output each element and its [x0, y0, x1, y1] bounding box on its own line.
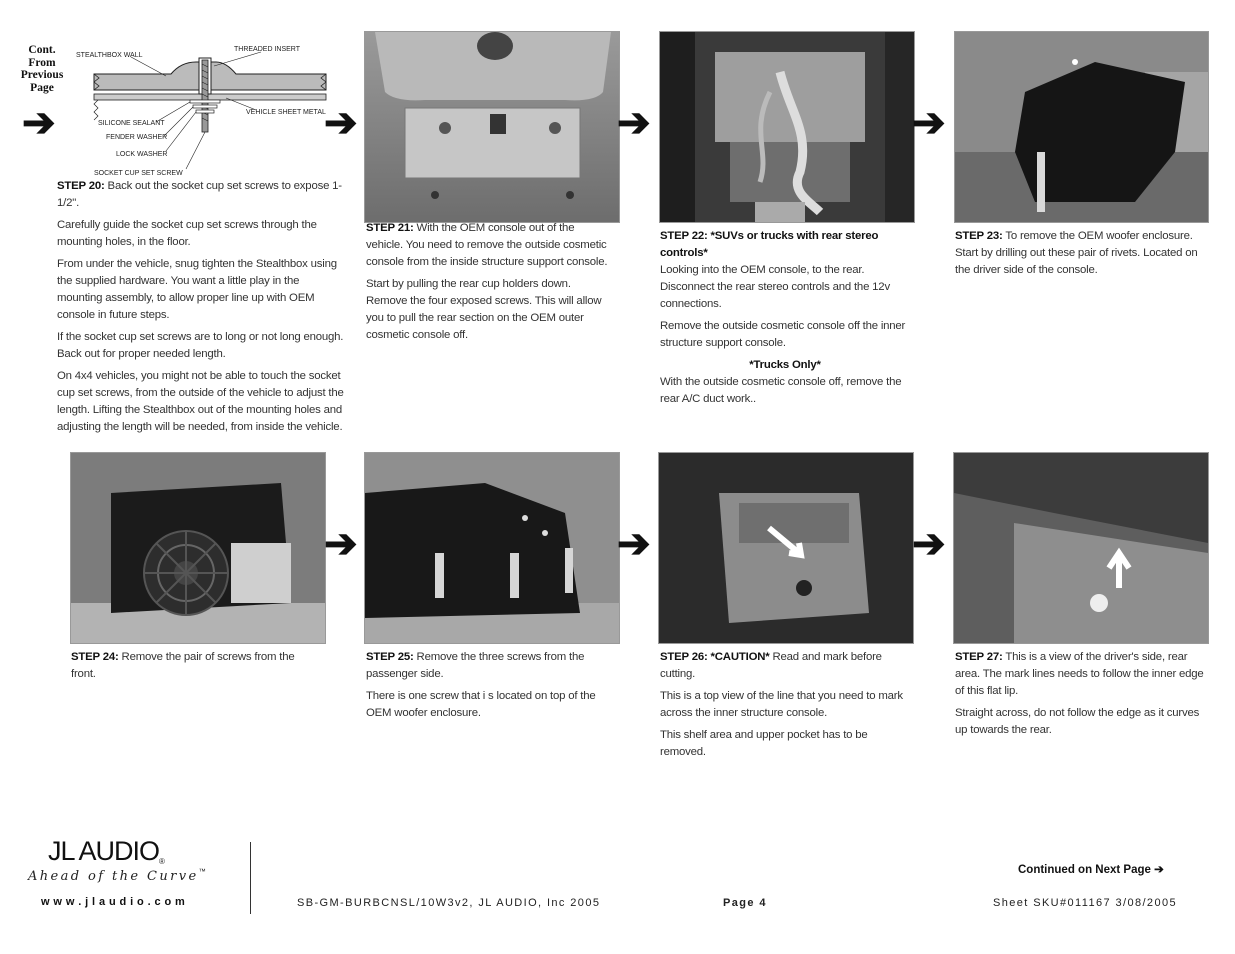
arrow-right-icon: ➔: [617, 522, 651, 566]
step-27-para-1: Straight across, do not follow the edge as it curves up towards the rear.: [955, 707, 1200, 736]
step-26-photo: [658, 452, 914, 644]
label-threaded-insert: THREADED INSERT: [234, 46, 300, 53]
step-27-photo: [953, 452, 1209, 644]
step-26-text: Read and mark before cutting.: [660, 651, 882, 680]
step-25-block: [366, 649, 616, 727]
cont-line-1: Cont.: [28, 44, 56, 56]
step-21-text: With the OEM console out of the vehicle. You need to remove the outside cosmetic console from the inside structure support console.: [366, 222, 608, 268]
arrow-right-icon: ➔: [22, 101, 56, 145]
step-24-photo: [70, 452, 326, 644]
website-link[interactable]: w w w . j l a u d i o . c o m: [41, 896, 186, 908]
step-27-block: [955, 649, 1205, 744]
cont-line-3: Previous: [20, 69, 64, 81]
step-21-photo: [364, 31, 620, 223]
step-20-para-1: Carefully guide the socket cup set screws through the mounting holes, in the floor.: [57, 219, 317, 248]
step-22-photo: [659, 31, 915, 223]
step-26-label: STEP 26: *CAUTION*: [660, 651, 770, 663]
step-22-trucks-text: With the outside cosmetic console off, remove the rear A/C duct work..: [660, 376, 902, 405]
step-27-text: This is a view of the driver's side, rear area. The mark lines needs to follow the inner edge of this flat lip.: [955, 651, 1204, 697]
step-22-text: Looking into the OEM console, to the rear. Disconnect the rear stereo controls and the 12v connections.: [660, 264, 890, 310]
step-23-block: [955, 228, 1205, 284]
continued-next-page: Continued on Next Page ➔: [1018, 864, 1164, 876]
step-24-block: [71, 649, 321, 688]
step-26-para-2: This shelf area and upper pocket has to be removed.: [660, 729, 868, 758]
step-21-block: [366, 220, 614, 349]
step-25-text: Remove the three screws from the passenger side.: [366, 651, 585, 680]
sheet-sku: Sheet SKU#011167 3/08/2005: [993, 897, 1178, 909]
step-22-para-1: Remove the outside cosmetic console off the inner structure support console.: [660, 320, 906, 349]
step-27-label: STEP 27:: [955, 651, 1003, 663]
step-25-para-1: There is one screw that i s located on top of the OEM woofer enclosure.: [366, 690, 596, 719]
step-20-para-4: On 4x4 vehicles, you might not be able to touch the socket cup set screws, from the outside of the vehicle to adjust the length. Lifting the Stealthbox out of the mounting holes and adjusting the length will be needed, from inside the vehicle.: [57, 370, 344, 433]
step-20-text: Back out the socket cup set screws to expose 1-1/2".: [57, 180, 342, 209]
step-20-para-2: From under the vehicle, snug tighten the Stealthbox using the supplied hardware. You want a little play in the mounting assembly, to allow proper line up with OEM console in future steps.: [57, 258, 337, 321]
arrow-right-icon: ➔: [617, 101, 651, 145]
label-vehicle-sheet-metal: VEHICLE SHEET METAL: [246, 109, 326, 116]
continued-from-previous: [10, 44, 74, 94]
logo-registered: ®: [159, 857, 165, 867]
step-23-label: STEP 23:: [955, 230, 1003, 242]
page-number: Page 4: [723, 897, 767, 909]
cont-line-2: From: [28, 56, 56, 69]
step-24-text: Remove the pair of screws from the front.: [71, 651, 295, 680]
step-24-label: STEP 24:: [71, 651, 119, 663]
arrow-right-icon: ➔: [912, 522, 946, 566]
label-lock-washer: LOCK WASHER: [116, 151, 168, 158]
arrow-right-icon: ➔: [324, 522, 358, 566]
step-22-trucks-heading: *Trucks Only*: [749, 359, 821, 371]
step-20-label: STEP 20:: [57, 180, 105, 192]
step-25-photo: [364, 452, 620, 644]
step-26-block: [660, 649, 912, 766]
label-stealthbox-wall: STEALTHBOX WALL: [76, 52, 143, 59]
tagline: [28, 867, 206, 885]
arrow-right-icon: ➔: [324, 101, 358, 145]
step-21-para-1: Start by pulling the rear cup holders down. Remove the four exposed screws. This will allow you to pull the rear section on the OEM outer cosmetic console off.: [366, 278, 602, 341]
step-26-para-1: This is a top view of the line that you need to mark across the inner structure console.: [660, 690, 903, 719]
step-22-block: [660, 228, 910, 413]
tagline-text: Ahead of the Curve: [28, 869, 199, 884]
label-socket-cup-set-screw: SOCKET CUP SET SCREW: [94, 170, 183, 177]
step-20-block: [57, 178, 347, 441]
label-silicone-sealant: SILICONE SEALANT: [98, 120, 165, 127]
label-fender-washer: FENDER WASHER: [106, 134, 168, 141]
jl-audio-logo: [48, 836, 165, 867]
step-20-para-3: If the socket cup set screws are to long or not long enough. Back out for proper needed length.: [57, 331, 344, 360]
arrow-right-icon: ➔: [912, 101, 946, 145]
step-21-label: STEP 21:: [366, 222, 414, 234]
step-23-photo: [954, 31, 1209, 223]
cont-line-4: Page: [30, 81, 54, 94]
tagline-tm: ™: [198, 868, 206, 876]
document-id: SB-GM-BURBCNSL/10W3v2, JL AUDIO, Inc 2005: [297, 897, 601, 909]
mounting-hardware-diagram: [76, 40, 336, 180]
logo-text: JL AUDIO: [48, 836, 160, 866]
step-25-label: STEP 25:: [366, 651, 414, 663]
step-23-text: To remove the OEM woofer enclosure. Start by drilling out these pair of rivets. Located on the driver side of the console.: [955, 230, 1198, 276]
step-22-label: STEP 22: *SUVs or trucks with rear stereo controls*: [660, 230, 879, 259]
footer-divider: [250, 842, 251, 914]
